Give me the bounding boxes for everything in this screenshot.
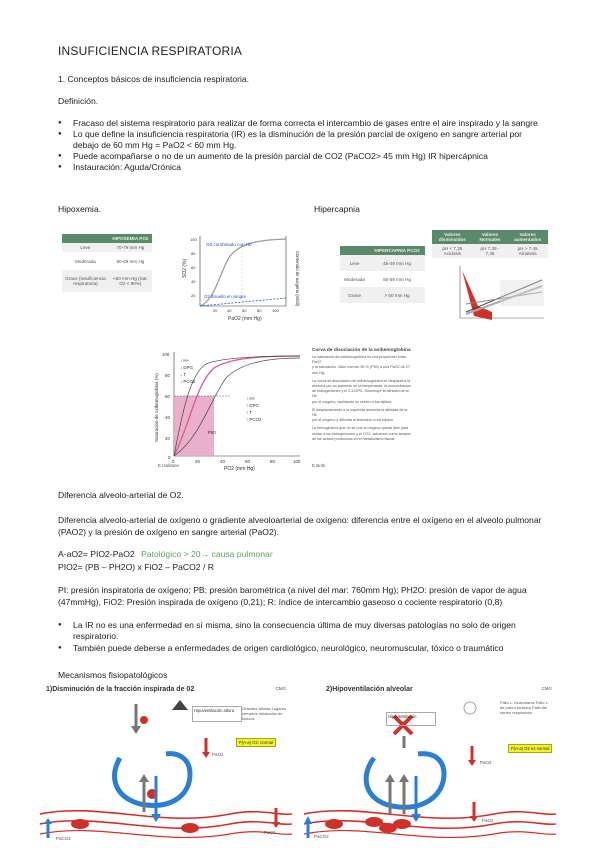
- table-cell: <60 mm Hg (Sat. O2 < 90%): [112, 276, 148, 286]
- annotation: O2 disuelto en sangre: [204, 294, 247, 299]
- list-item: ● Fracaso del sistema respiratorio para realizar de forma correcta el intercambio de gases entre el aire inspirado y la sangre: [58, 118, 548, 129]
- acidosis-zone: [462, 270, 492, 320]
- formula-text: A-aO2= PIO2-PaO2: [58, 549, 135, 559]
- caption-left: E.Haldane: [158, 463, 180, 468]
- y-tick: 20: [191, 293, 196, 298]
- table-cell: Moderada: [75, 258, 96, 264]
- pao2-label: PaO2: [480, 760, 492, 765]
- legend-item: ↑ DPG: [246, 403, 259, 408]
- table-cell: Leve: [349, 260, 360, 266]
- table-cell: Grave (Insuficiencia respiratoria): [65, 276, 106, 286]
- x-tick: 0: [172, 459, 175, 464]
- y-tick: 80: [165, 373, 170, 378]
- table-cell: pH 7,35 - 7,45: [480, 246, 500, 256]
- mechanism-panel-2: [304, 684, 556, 844]
- oxygen-content-chart: [180, 226, 302, 326]
- curve-explanation: [312, 348, 412, 442]
- pao2-label: PaO2: [482, 818, 494, 823]
- paco2-label: PaCO2: [314, 834, 329, 839]
- capillary: [40, 811, 292, 819]
- paco2-label: PaCO2: [56, 836, 71, 841]
- ph-table: [432, 230, 548, 258]
- explanation-title: Curva de disociación de la oxihemoglobina: [312, 348, 411, 353]
- y-axis-label: Saturación de oxihemoglobina (%): [154, 373, 159, 442]
- red-cell: [71, 819, 89, 829]
- table-header: [340, 246, 369, 255]
- table-cell: 45-49 mm Hg: [383, 260, 411, 266]
- text-line: de los ácidos producidos en el metabolismo tisular.: [312, 436, 396, 441]
- x-tick: 80: [257, 308, 262, 313]
- page-title: INSUFICIENCIA RESPIRATORIA: [58, 44, 243, 58]
- text-line: y la saturación. Valor normal: 50 % (P50) a una PaO2 de 27 mm Hg.: [312, 365, 410, 375]
- table-cell: pH > 7,45 Alcalosis: [517, 246, 538, 256]
- table-cell: 70-79 mm Hg: [116, 245, 145, 250]
- y-axis-label-right: Contenido de oxígeno (ml/dl): [295, 251, 300, 307]
- source-badge: CMG: [541, 686, 552, 691]
- y-tick: 100: [190, 237, 197, 242]
- table-header: HIPOXEMIA PO2: [109, 234, 152, 243]
- mechanisms-heading: Mecanismos fisiopatológicos: [58, 670, 168, 680]
- definition-list: [58, 118, 548, 173]
- table-cell: Moderada: [344, 276, 365, 282]
- legend-item: ↓ PCO2: [180, 379, 196, 384]
- mountain-icon: [172, 700, 188, 710]
- explanation-body: [312, 355, 412, 442]
- section-heading: 1. Conceptos básicos de insuficiencia respiratoria.: [58, 74, 250, 84]
- formula-note: Patológico > 20→ causa pulmonar: [141, 549, 273, 559]
- x-tick: 40: [227, 308, 232, 313]
- hipoxemia-label: Hipoxemia.: [58, 204, 101, 214]
- p50-label: P50: [208, 430, 216, 435]
- table-cell: Leve: [80, 245, 91, 250]
- y-tick: 0: [168, 455, 171, 460]
- cause-box: Hipoventilación: [386, 712, 436, 726]
- list-item: ● La IR no es una enfermedad en sí misma, sino la consecuencia última de muy diversas patologías no solo de origen respiratorio.: [58, 620, 538, 642]
- x-tick: 20: [213, 308, 218, 313]
- table-header: [62, 234, 109, 243]
- list-item: ● Lo que define la insuficiencia respiratoria (IR) es la disminución de la presión parcial de oxígeno en sangre arterial por debajo de 60 mm Hg = PaO2 < 60 mm Hg.: [58, 129, 548, 151]
- table-cell: > 60 mm Hg: [384, 292, 410, 298]
- list-item: ● Instauración: Aguda/Crónica: [58, 162, 548, 173]
- gradient-normal-tag: P(A-a) O2 es normal: [508, 744, 552, 753]
- cause-list: Fallo L. musculares Fallo L. de pared torácica Fallo del centro respiratorio: [500, 700, 549, 715]
- dissociation-curve-chart: [150, 344, 310, 474]
- gradient-definition: Diferencia alveolo-arterial de oxígeno o gradiente alveoloarterial de oxígeno: diferencia entre el oxígeno en el alveolo pulmonar (PAO2) y la presión de oxígeno en sangre arterial (PaO2).: [58, 515, 542, 537]
- ir-notes-list: [58, 620, 538, 654]
- table-header: Valores Normales: [473, 230, 508, 244]
- table-cell: 50-59 mm Hg: [383, 276, 411, 282]
- list-item: ● También puede deberse a enfermedades de origen cardiológico, neurológico, neuromuscular, tóxico o traumático: [58, 643, 538, 654]
- definition-heading: Definición.: [58, 96, 99, 106]
- x-tick: 40: [220, 459, 225, 464]
- table-cell: pH < 7,35 Acidosis: [442, 246, 463, 256]
- legend-item: ↑ H+: [246, 396, 256, 401]
- y-axis-label: SO2 (%): [182, 258, 188, 278]
- ph-diagram: [448, 262, 548, 326]
- text-line: El desplazamiento a la izquierda aumenta la afinidad de la Hb: [312, 407, 408, 418]
- mechanism-panel-1: [40, 684, 292, 844]
- table-header: Valores disminuidos: [432, 230, 473, 244]
- x-tick: 100: [272, 308, 279, 313]
- hipercapnia-table: [340, 246, 425, 303]
- x-axis-label: PO2 (mm Hg): [224, 466, 255, 472]
- y-tick: 40: [191, 279, 196, 284]
- table-header: HIPERCAPNIA PCO2: [369, 246, 425, 255]
- mechanism-title: 1)Disminución de la fracción inspirada de 02: [46, 686, 195, 693]
- text-line: La curva de disociación de oxihemoglobina se desplaza a la: [312, 378, 411, 383]
- gradient-heading: Diferencia alveolo-arterial de O2.: [58, 490, 184, 500]
- hipercapnia-label: Hipercapnia: [314, 204, 360, 214]
- legend-item: ↑ PCO2: [246, 417, 262, 422]
- pao2-label: PaO2: [212, 752, 224, 757]
- x-tick: 60: [245, 459, 250, 464]
- table-cell: 60-69 mm Hg: [116, 258, 145, 264]
- y-tick: 80: [191, 251, 196, 256]
- text-line: La saturación de oxihemoglobina es una proporción entre PaO2: [312, 355, 407, 365]
- text-line: unirse a los hidrogeniones y el CO2, actuando como tampón: [312, 431, 412, 436]
- x-tick: 20: [195, 459, 200, 464]
- formula-aa: [58, 549, 273, 559]
- text-line: La hemoglobina que no se une al oxígeno queda libre para: [312, 426, 409, 431]
- y-tick: 60: [165, 394, 170, 399]
- y-tick: 60: [191, 265, 196, 270]
- text-line: de hidrogeniones y el 2,3-DPG. Disminuye la afinidad de la Hb: [312, 389, 409, 399]
- source-badge: CMG: [275, 686, 286, 691]
- hipoxemia-table: [62, 234, 152, 292]
- table-cell: Grave: [348, 292, 361, 298]
- pao2-label: PaO2: [264, 830, 276, 835]
- capillary: [304, 811, 556, 819]
- table-header: Valores aumentados: [507, 230, 548, 244]
- cause-box: Hipoventilación altura: [192, 706, 242, 722]
- cause-list: Grandes alturas Lugares cerrados Inhalación de tóxicos: [242, 706, 287, 721]
- annotation: O2 combinado con Hb: [206, 242, 252, 247]
- text-line: por el oxígeno, facilitando su cesión a los tejidos.: [312, 399, 393, 404]
- legend-item: ↓ DPG: [180, 365, 193, 370]
- formula-pio2: PIO2= (PB – PH2O) x FiO2 – PaCO2 / R: [58, 562, 214, 572]
- text-line: por el oxígeno y dificulta la liberación a los tejidos.: [312, 418, 394, 423]
- formula-legend: PI: presión inspiratoria de oxígeno; PB: presión barométrica (a nivel del mar: 760mm Hg); PH2O: presión de vapor de agua (47mmHg), FiO2: Presión inspirada de oxígeno (0,21); R: índice de intercambio gaseoso o cociente respiratorio (0,8): [58, 585, 527, 607]
- x-tick: 100: [293, 459, 301, 464]
- y-tick: 40: [165, 415, 170, 420]
- y-tick: 100: [162, 352, 170, 357]
- x-tick: 60: [242, 308, 247, 313]
- mechanism-title: 2)Hipoventilación alveolar: [326, 686, 413, 693]
- caption-right: E.Bohr: [312, 463, 326, 468]
- x-tick: 80: [270, 459, 275, 464]
- legend-item: ↓ H+: [180, 358, 190, 363]
- gradient-normal-tag: P(A-a) O2: normal: [236, 738, 276, 747]
- text-line: derecha por un aumento de la temperatura, la concentración: [312, 384, 412, 389]
- y-tick: 20: [165, 436, 170, 441]
- brain-icon: [464, 702, 476, 714]
- x-axis-label: PaO2 (mm Hg): [228, 316, 262, 322]
- list-item: ● Puede acompañarse o no de un aumento de la presión parcial de CO2 (PaCO2> 45 mm Hg) IR hipercápnica: [58, 151, 548, 162]
- legend-item: ↑ T: [246, 410, 253, 415]
- legend-item: ↓ T: [180, 372, 187, 377]
